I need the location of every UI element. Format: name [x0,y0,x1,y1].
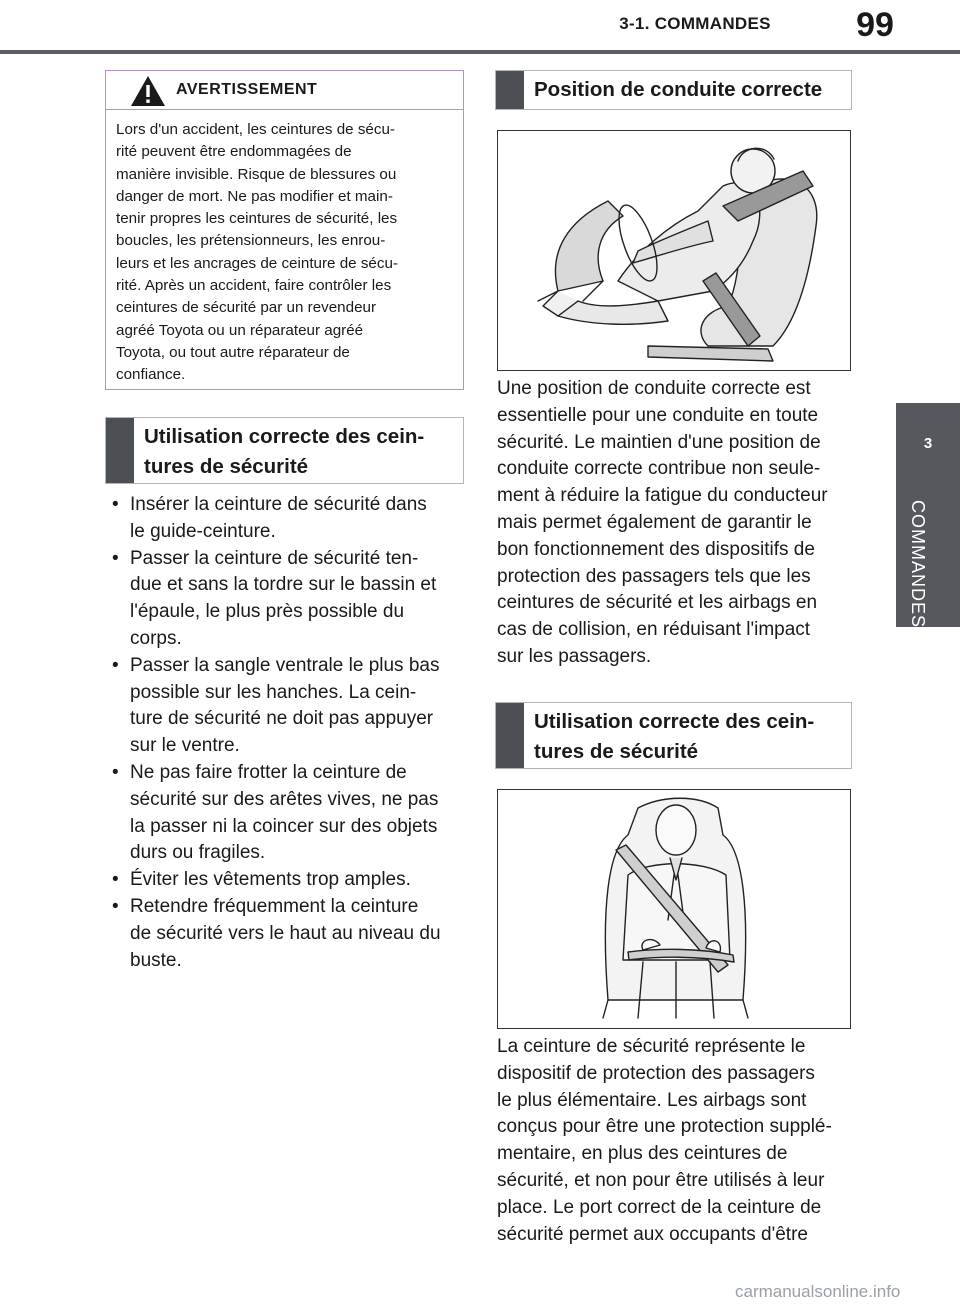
heading-line: tures de sécurité [534,740,699,763]
list-line: durs ou fragiles. [130,842,266,864]
warning-line: tenir propres les ceintures de sécurité, les [116,210,398,228]
paragraph-line: mentaire, en plus des ceintures de [497,1143,788,1165]
paragraph-line: place. Le port correct de la ceinture de [497,1196,822,1218]
list-item [110,760,470,867]
paragraph-line: sécurité permet aux occupants d'être [497,1223,808,1245]
seatbelt-protection-paragraph [497,1034,857,1248]
paragraph-line: ceintures de sécurité et les airbags en [497,592,818,614]
list-line: la passer ni la coincer sur des objets [130,815,438,837]
page-number: 99 [856,6,894,44]
section-heading-driving-position [495,70,852,110]
paragraph-line: protection des passagers tels que les [497,565,811,587]
paragraph-line: ment à réduire la fatigue du conducteur [497,485,828,507]
list-item [110,653,470,760]
driver-seated-drawing [498,131,849,369]
heading-accent-bar [106,418,134,483]
heading-line: Utilisation correcte des cein- [534,710,815,733]
warning-line: confiance. [116,366,186,384]
heading-accent-bar [496,71,524,109]
side-tab-label: COMMANDES [908,500,928,629]
paragraph-line: sécurité. Le maintien d'une position de [497,431,821,453]
heading-line: Utilisation correcte des cein- [144,425,425,448]
chapter-title: 3-1. COMMANDES [619,14,771,33]
seatbelt-wearing-illustration [497,789,851,1029]
list-line: • Retendre fréquemment la ceinture [130,895,419,917]
side-tab-number: 3 [923,435,933,452]
warning-line: manière invisible. Risque de blessures ou [116,165,397,183]
list-line: • Passer la sangle ventrale le plus bas [130,654,440,676]
heading-accent-bar [496,703,524,768]
list-line: l'épaule, le plus près possible du [130,601,405,623]
belted-occupant-drawing [498,790,849,1027]
heading-line: tures de sécurité [144,455,309,478]
paragraph-line: sécurité, et non pour être utilisés à leur [497,1169,825,1191]
paragraph-line: essentielle pour une conduite en toute [497,404,819,426]
list-line: corps. [130,627,182,649]
section-heading-title [534,707,843,767]
paragraph-line: La ceinture de sécurité représente le [497,1036,806,1057]
driving-position-paragraph [497,376,857,671]
list-item [110,492,470,546]
warning-triangle-icon [130,75,166,107]
paragraph-line: dispositif de protection des passagers [497,1062,815,1084]
list-line: • Passer la ceinture de sécurité ten- [130,547,419,569]
warning-title: AVERTISSEMENT [176,81,318,98]
list-line: ture de sécurité ne doit pas appuyer [130,708,434,730]
warning-line: ceintures de sécurité par un revendeur [116,299,377,317]
paragraph-line: conçus pour être une protection supplé- [497,1116,832,1138]
list-line: de sécurité vers le haut au niveau du [130,922,441,944]
warning-line: rité peuvent être endommagées de [116,143,352,161]
list-item [110,867,470,894]
paragraph-line: Une position de conduite correcte est [497,378,811,399]
paragraph-line: le plus élémentaire. Les airbags sont [497,1089,807,1111]
site-watermark: carmanualsonline.info [735,1282,901,1301]
driving-position-illustration [497,130,851,371]
list-item [110,546,470,653]
list-line: le guide-ceinture. [130,520,276,542]
list-line: sécurité sur des arêtes vives, ne pas [130,788,439,810]
paragraph-line: bon fonctionnement des dispositifs de [497,538,815,560]
warning-line: boucles, les prétensionneurs, les enrou- [116,232,386,250]
warning-box [105,70,464,390]
warning-line: Toyota, ou tout autre réparateur de [116,343,350,361]
list-line: buste. [130,949,182,971]
warning-line: agréé Toyota ou un réparateur agréé [116,321,364,339]
warning-line: Lors d'un accident, les ceintures de sécu- [116,121,395,138]
paragraph-line: cas de collision, en réduisant l'impact [497,619,811,641]
warning-line: leurs et les ancrages de ceinture de sécu- [116,254,398,272]
list-line: sur le ventre. [130,735,240,757]
list-line: • Éviter les vêtements trop amples. [130,869,411,891]
section-heading-title [144,422,455,482]
warning-line: danger de mort. Ne pas modifier et main- [116,187,393,205]
seatbelt-instructions-list [110,492,470,974]
warning-line: rité. Après un accident, faire contrôler les [116,277,392,295]
list-line: • Ne pas faire frotter la ceinture de [130,761,407,783]
paragraph-line: mais permet également de garantir le [497,511,812,533]
paragraph-line: conduite correcte contribue non seule- [497,458,821,480]
header-divider [0,50,960,54]
section-heading-seatbelt-use-2 [495,702,852,769]
list-line: • Insérer la ceinture de sécurité dans [130,494,427,515]
list-line: possible sur les hanches. La cein- [130,681,417,703]
list-line: due et sans la tordre sur le bassin et [130,574,437,596]
list-item [110,894,470,974]
paragraph-line: sur les passagers. [497,645,652,667]
section-heading-title: Position de conduite correcte [534,78,823,101]
warning-text [116,119,453,387]
warning-header [106,71,463,110]
section-heading-seatbelt-use [105,417,464,484]
